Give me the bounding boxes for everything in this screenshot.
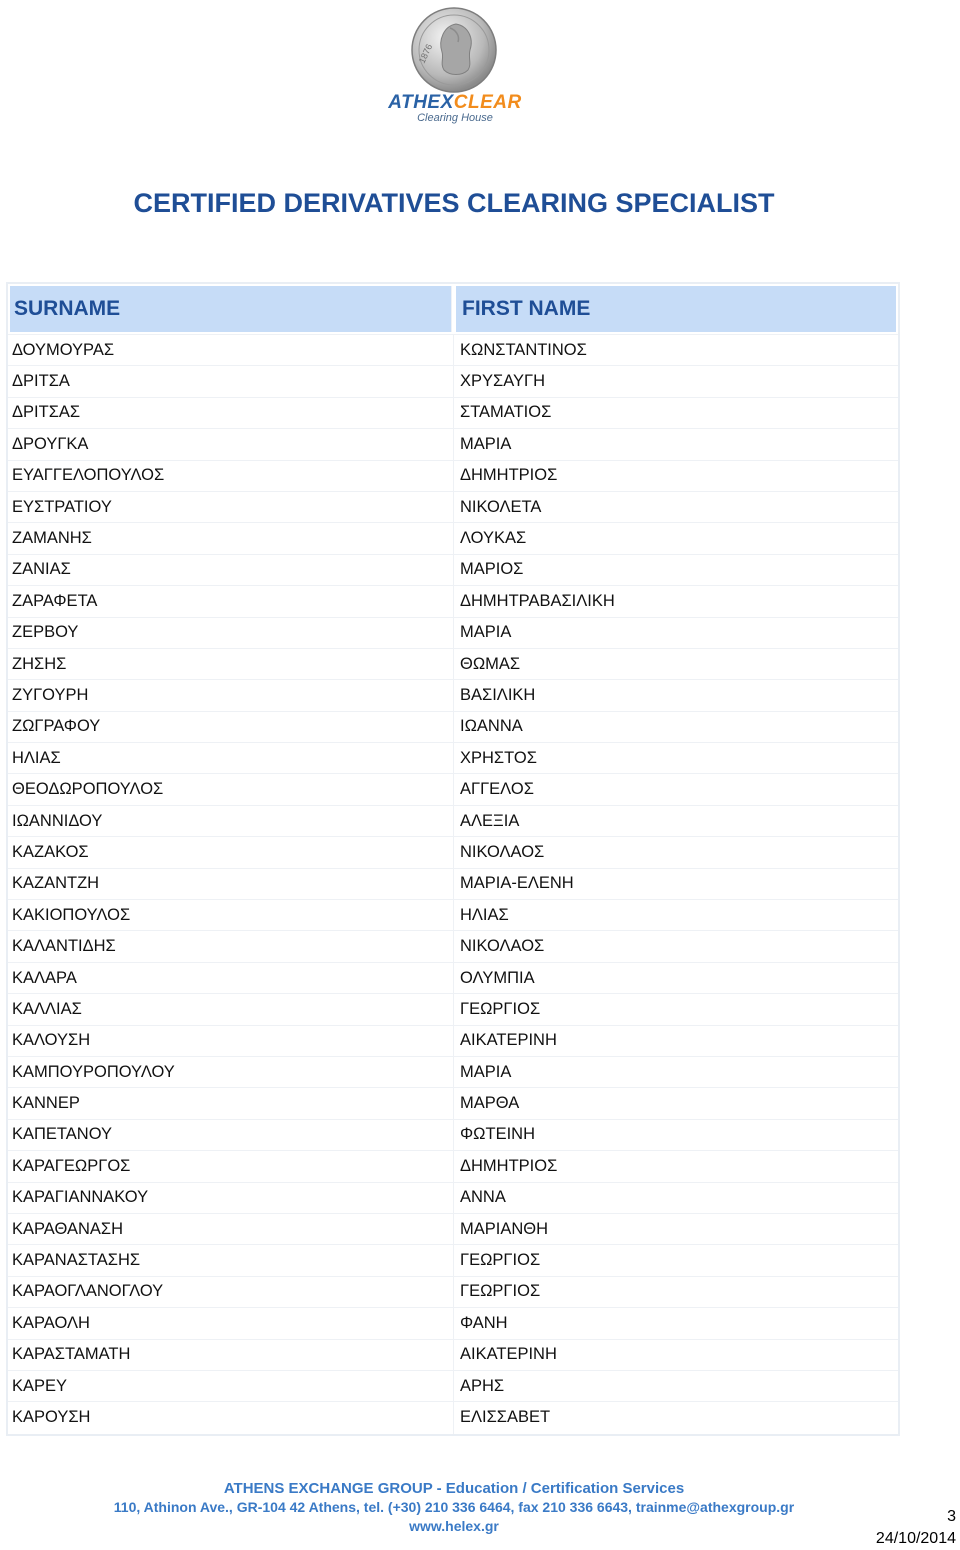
table-row [8, 1120, 898, 1151]
table-row [8, 1183, 898, 1214]
logo-brand-clear: CLEAR [453, 92, 522, 113]
first-name-cell: ΜΑΡΙΑ-ΕΛΕΝΗ [460, 874, 574, 893]
surname-header: SURNAME [10, 286, 452, 332]
surname-cell: ΚΑΡΑΣΤΑΜΑΤΗ [8, 1340, 454, 1370]
surname-cell: ΚΑΡΑΓΕΩΡΓΟΣ [8, 1151, 454, 1181]
table-row [8, 869, 898, 900]
table-row [8, 1214, 898, 1245]
surname-cell: ΖΕΡΒΟΥ [8, 618, 454, 648]
coin-emblem-icon [410, 6, 498, 94]
first-name-cell: ΜΑΡΙΟΣ [460, 560, 524, 579]
first-name-cell: ΜΑΡΘΑ [460, 1094, 520, 1113]
page-number: 3 [947, 1508, 956, 1525]
table-row [8, 1402, 898, 1433]
table-row [8, 555, 898, 586]
first-name-cell: ΓΕΩΡΓΙΟΣ [460, 1251, 541, 1270]
first-name-cell: ΧΡΗΣΤΟΣ [460, 748, 537, 767]
table-row [8, 366, 898, 397]
table-row [8, 335, 898, 366]
table-row [8, 649, 898, 680]
first-name-cell: ΛΟΥΚΑΣ [460, 529, 527, 548]
table-row [8, 1057, 898, 1088]
surname-cell: ΖΑΡΑΦΕΤΑ [8, 586, 454, 616]
surname-cell: ΚΑΡΟΥΣΗ [8, 1402, 454, 1433]
table-row [8, 618, 898, 649]
surname-cell: ΘΕΟΔΩΡΟΠΟΥΛΟΣ [8, 774, 454, 804]
surname-cell: ΚΑΛΑΝΤΙΔΗΣ [8, 931, 454, 961]
table-row [8, 523, 898, 554]
table-row [8, 1026, 898, 1057]
surname-cell: ΚΑΡΑΝΑΣΤΑΣΗΣ [8, 1245, 454, 1275]
first-name-cell: ΝΙΚΟΛΑΟΣ [460, 842, 545, 861]
first-name-cell: ΑΝΝΑ [460, 1188, 506, 1207]
first-name-cell: ΑΙΚΑΤΕΡΙΝΗ [460, 1345, 557, 1364]
table-row [8, 806, 898, 837]
logo-subtitle: Clearing House [417, 112, 493, 124]
table-row [8, 743, 898, 774]
surname-cell: ΚΑΡΑΟΛΗ [8, 1308, 454, 1338]
first-name-cell: ΑΛΕΞΙΑ [460, 811, 520, 830]
surname-cell: ΚΑΡΑΟΓΛΑΝΟΓΛΟΥ [8, 1277, 454, 1307]
table-row [8, 1151, 898, 1182]
surname-cell: ΚΑΚΙΟΠΟΥΛΟΣ [8, 900, 454, 930]
first-name-cell: ΜΑΡΙΑ [460, 623, 512, 642]
first-name-header: FIRST NAME [456, 286, 896, 332]
table-row [8, 461, 898, 492]
athexclear-logo [385, 6, 525, 124]
surname-cell: ΚΑΛΟΥΣΗ [8, 1026, 454, 1056]
first-name-cell: ΕΛΙΣΣΑΒΕΤ [460, 1408, 551, 1427]
first-name-cell: ΙΩΑΝΝΑ [460, 717, 523, 736]
surname-cell: ΚΑΜΠΟΥΡΟΠΟΥΛΟΥ [8, 1057, 454, 1087]
surname-cell: ΚΑΝΝΕΡ [8, 1088, 454, 1118]
first-name-cell: ΔΗΜΗΤΡΙΟΣ [460, 466, 558, 485]
page-date: 24/10/2014 [875, 1530, 956, 1547]
names-table [6, 282, 900, 1436]
first-name-cell: ΣΤΑΜΑΤΙΟΣ [460, 403, 552, 422]
first-name-cell: ΜΑΡΙΑ [460, 434, 512, 453]
first-name-cell: ΚΩΝΣΤΑΝΤΙΝΟΣ [460, 340, 587, 359]
surname-cell: ΕΥΣΤΡΑΤΙΟΥ [8, 492, 454, 522]
surname-cell: ΙΩΑΝΝΙΔΟΥ [8, 806, 454, 836]
table-row [8, 712, 898, 743]
table-row [8, 398, 898, 429]
table-row [8, 586, 898, 617]
first-name-cell: ΜΑΡΙΑΝΘΗ [460, 1219, 549, 1238]
table-row [8, 931, 898, 962]
surname-cell: ΚΑΛΑΡΑ [8, 963, 454, 993]
first-name-cell: ΝΙΚΟΛΑΟΣ [460, 937, 545, 956]
table-row [8, 1340, 898, 1371]
table-row [8, 963, 898, 994]
table-row [8, 1245, 898, 1276]
footer-address: 110, Athinon Ave., GR-104 42 Athens, tel. (+30) 210 336 6464, fax 210 336 6643, trainme@athexgroup.gr [113, 1499, 795, 1515]
first-name-cell: ΧΡΥΣΑΥΓΗ [460, 372, 546, 391]
first-name-cell: ΒΑΣΙΛΙΚΗ [460, 685, 536, 704]
table-row [8, 837, 898, 868]
table-header-row [8, 284, 898, 335]
first-name-cell: ΑΙΚΑΤΕΡΙΝΗ [460, 1031, 557, 1050]
first-name-cell: ΑΡΗΣ [460, 1376, 505, 1395]
first-name-cell: ΓΕΩΡΓΙΟΣ [460, 1282, 541, 1301]
surname-cell: ΔΡΟΥΓΚΑ [8, 429, 454, 459]
first-name-cell: ΦΑΝΗ [460, 1313, 508, 1332]
surname-cell: ΖΑΜΑΝΗΣ [8, 523, 454, 553]
table-row [8, 1277, 898, 1308]
first-name-cell: ΑΓΓΕΛΟΣ [460, 780, 534, 799]
surname-cell: ΗΛΙΑΣ [8, 743, 454, 773]
coin-year: 1876 [416, 42, 435, 65]
first-name-cell: ΦΩΤΕΙΝΗ [460, 1125, 535, 1144]
surname-cell: ΚΑΖΑΝΤΖΗ [8, 869, 454, 899]
surname-cell: ΚΑΡΑΓΙΑΝΝΑΚΟΥ [8, 1183, 454, 1213]
surname-cell: ΔΟΥΜΟΥΡΑΣ [8, 335, 454, 365]
first-name-cell: ΓΕΩΡΓΙΟΣ [460, 999, 541, 1018]
surname-cell: ΔΡΙΤΣΑΣ [8, 398, 454, 428]
logo-brand-athex: ATHEX [388, 92, 454, 113]
surname-cell: ΚΑΡΑΘΑΝΑΣΗ [8, 1214, 454, 1244]
table-row [8, 1088, 898, 1119]
surname-cell: ΖΥΓΟΥΡΗ [8, 680, 454, 710]
table-row [8, 429, 898, 460]
first-name-cell: ΘΩΜΑΣ [460, 654, 521, 673]
surname-cell: ΖΩΓΡΑΦΟΥ [8, 712, 454, 742]
surname-cell: ΚΑΡΕΥ [8, 1371, 454, 1401]
footer-website: www.helex.gr [409, 1518, 499, 1534]
table-row [8, 492, 898, 523]
table-row [8, 774, 898, 805]
first-name-cell: ΗΛΙΑΣ [460, 905, 509, 924]
table-row [8, 1371, 898, 1402]
table-row [8, 900, 898, 931]
first-name-cell: ΝΙΚΟΛΕΤΑ [460, 497, 542, 516]
page-title: CERTIFIED DERIVATIVES CLEARING SPECIALIST [133, 188, 775, 218]
surname-cell: ΚΑΠΕΤΑΝΟΥ [8, 1120, 454, 1150]
footer-organization: ATHENS EXCHANGE GROUP - Education / Certification Services [223, 1480, 685, 1497]
surname-cell: ΕΥΑΓΓΕΛΟΠΟΥΛΟΣ [8, 461, 454, 491]
first-name-cell: ΔΗΜΗΤΡΙΟΣ [460, 1156, 558, 1175]
surname-cell: ΖΑΝΙΑΣ [8, 555, 454, 585]
surname-cell: ΚΑΛΛΙΑΣ [8, 994, 454, 1024]
first-name-cell: ΜΑΡΙΑ [460, 1062, 512, 1081]
first-name-cell: ΔΗΜΗΤΡΑΒΑΣΙΛΙΚΗ [460, 591, 615, 610]
surname-cell: ΔΡΙΤΣΑ [8, 366, 454, 396]
table-row [8, 994, 898, 1025]
table-row [8, 1308, 898, 1339]
surname-cell: ΚΑΖΑΚΟΣ [8, 837, 454, 867]
logo-brand [385, 92, 525, 114]
surname-cell: ΖΗΣΗΣ [8, 649, 454, 679]
first-name-cell: ΟΛΥΜΠΙΑ [460, 968, 535, 987]
table-row [8, 680, 898, 711]
